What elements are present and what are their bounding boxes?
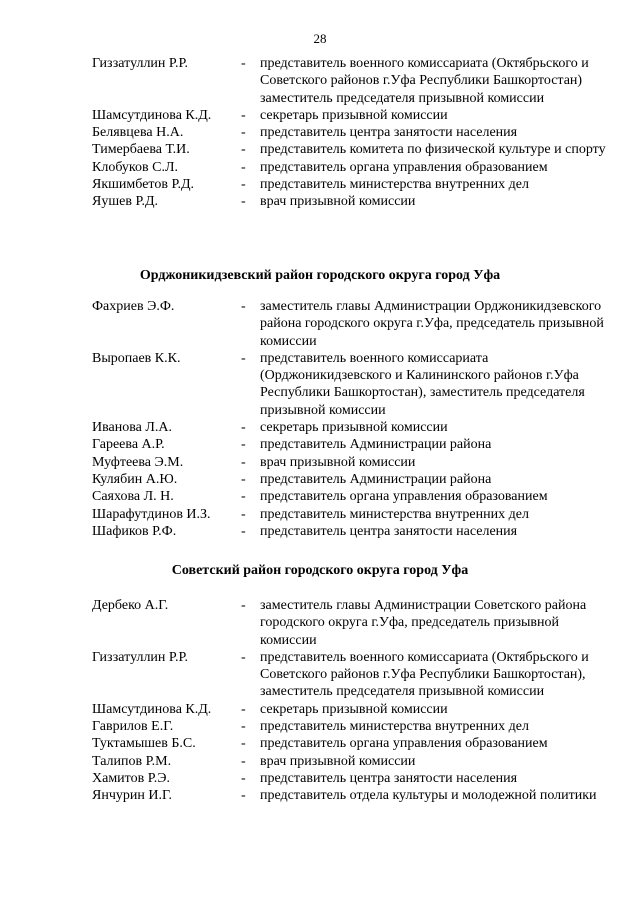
member-role: врач призывной комиссии	[260, 753, 416, 769]
member-name: Белявцева Н.А.	[92, 125, 184, 141]
member-role: представитель военного комиссариата (Орджоникидзевского и Калининского районов г.Уфа Республики Башкортостан), заместитель председателя призывной комиссии	[260, 350, 585, 418]
member-role: секретарь призывной комиссии	[260, 107, 448, 123]
member-row	[0, 488, 640, 505]
member-row	[0, 159, 640, 176]
member-role: секретарь призывной комиссии	[260, 420, 448, 436]
member-name: Дербеко А.Г.	[92, 598, 169, 613]
member-row	[0, 506, 640, 523]
member-name: Хамитов Р.Э.	[92, 770, 170, 786]
dash-separator: -	[241, 649, 246, 665]
dash-separator: -	[241, 142, 246, 158]
member-name: Шамсутдинова К.Д.	[92, 107, 212, 123]
member-row	[0, 597, 640, 649]
member-name: Гаврилов Е.Г.	[92, 719, 174, 735]
member-name: Муфтеева Э.М.	[92, 454, 184, 470]
member-name: Шамсутдинова К.Д.	[92, 701, 212, 717]
member-name: Гиззатуллин Р.Р.	[92, 56, 188, 71]
member-name: Талипов Р.М.	[92, 753, 172, 769]
member-role: представитель органа управления образованием	[260, 736, 548, 752]
member-row	[0, 107, 640, 124]
dash-separator: -	[241, 506, 246, 522]
member-role: заместитель главы Администрации Орджоникидзевского района городского округа г.Уфа, председатель призывной комиссии	[260, 299, 604, 349]
member-row	[0, 753, 640, 770]
member-row	[0, 436, 640, 453]
dash-separator: -	[241, 107, 246, 123]
member-name: Выропаев К.К.	[92, 350, 181, 366]
member-row	[0, 124, 640, 141]
member-role: представитель министерства внутренних дел	[260, 177, 529, 193]
dash-separator: -	[241, 523, 246, 539]
member-row	[0, 718, 640, 735]
dash-separator: -	[241, 194, 246, 210]
dash-separator: -	[241, 701, 246, 717]
dash-separator: -	[241, 454, 246, 470]
member-name: Якшимбетов Р.Д.	[92, 177, 195, 193]
section-heading-sovetsky: Советский район городского округа город Уфа	[171, 563, 469, 578]
member-name: Шарафутдинов И.З.	[92, 506, 211, 522]
member-name: Фахриев Э.Ф.	[92, 299, 175, 314]
member-role: представитель органа управления образованием	[260, 489, 548, 505]
member-name: Кулябин А.Ю.	[92, 471, 178, 487]
member-role: заместитель главы Администрации Советского района городского округа г.Уфа, председатель призывной комиссии	[260, 598, 587, 648]
member-row	[0, 649, 640, 701]
member-role: представитель министерства внутренних дел	[260, 719, 529, 735]
member-name: Иванова Л.А.	[92, 420, 172, 436]
member-name: Шафиков Р.Ф.	[92, 523, 177, 539]
commission-list-sovetsky	[0, 597, 640, 805]
member-row	[0, 770, 640, 787]
member-row	[0, 176, 640, 193]
dash-separator: -	[241, 177, 246, 193]
dash-separator: -	[241, 736, 246, 752]
member-role: представитель центра занятости населения	[260, 523, 518, 539]
dash-separator: -	[241, 770, 246, 786]
member-role: представитель министерства внутренних дел	[260, 506, 529, 522]
member-name: Яушев Р.Д.	[92, 194, 159, 210]
member-role: врач призывной комиссии	[260, 454, 416, 470]
dash-separator: -	[241, 598, 246, 613]
member-row	[0, 471, 640, 488]
dash-separator: -	[241, 753, 246, 769]
member-row	[0, 454, 640, 471]
member-role: представитель военного комиссариата (Октябрьского и Советского районов г.Уфа Республики Башкортостан) заместитель председателя призывной комиссии	[260, 56, 589, 106]
member-row	[0, 419, 640, 436]
member-role: представитель Администрации района	[260, 437, 492, 453]
member-role: представитель центра занятости населения	[260, 125, 518, 141]
dash-separator: -	[241, 299, 246, 314]
member-row	[0, 701, 640, 718]
section-heading-ordzhonikidzevsky: Орджоникидзевский район городского округа город Уфа	[139, 268, 501, 283]
dash-separator: -	[241, 437, 246, 453]
dash-separator: -	[241, 719, 246, 735]
member-role: представитель центра занятости населения	[260, 770, 518, 786]
dash-separator: -	[241, 56, 246, 71]
member-role: представитель военного комиссариата (Октябрьского и Советского районов г.Уфа Республики Башкортостан), заместитель председателя призывной комиссии	[260, 649, 589, 700]
member-name: Гиззатуллин Р.Р.	[92, 649, 188, 665]
member-role: представитель отдела культуры и молодежной политики	[260, 788, 597, 804]
member-row	[0, 193, 640, 210]
member-row	[0, 523, 640, 540]
member-row	[0, 735, 640, 752]
member-row	[0, 298, 640, 350]
member-name: Клобуков С.Л.	[92, 159, 178, 175]
member-role: представитель органа управления образованием	[260, 159, 548, 175]
member-role: представитель комитета по физической культуре и спорту	[260, 142, 606, 158]
member-name: Янчурин И.Г.	[92, 788, 172, 804]
member-role: врач призывной комиссии	[260, 194, 416, 210]
member-row	[0, 787, 640, 804]
member-name: Гареева А.Р.	[92, 437, 165, 453]
member-row	[0, 55, 640, 107]
member-role: представитель Администрации района	[260, 471, 492, 487]
dash-separator: -	[241, 350, 246, 366]
dash-separator: -	[241, 489, 246, 505]
member-name: Туктамышев Б.С.	[92, 736, 196, 752]
page-number: 28	[313, 31, 327, 46]
commission-list-octyabrsky	[0, 55, 640, 211]
member-role: секретарь призывной комиссии	[260, 701, 448, 717]
member-row	[0, 350, 640, 419]
member-name: Тимербаева Т.И.	[92, 142, 190, 158]
dash-separator: -	[241, 159, 246, 175]
dash-separator: -	[241, 471, 246, 487]
member-row	[0, 141, 640, 158]
dash-separator: -	[241, 125, 246, 141]
dash-separator: -	[241, 420, 246, 436]
member-name: Саяхова Л. Н.	[92, 489, 174, 505]
commission-list-ordzhonikidzevsky	[0, 298, 640, 540]
dash-separator: -	[241, 788, 246, 804]
